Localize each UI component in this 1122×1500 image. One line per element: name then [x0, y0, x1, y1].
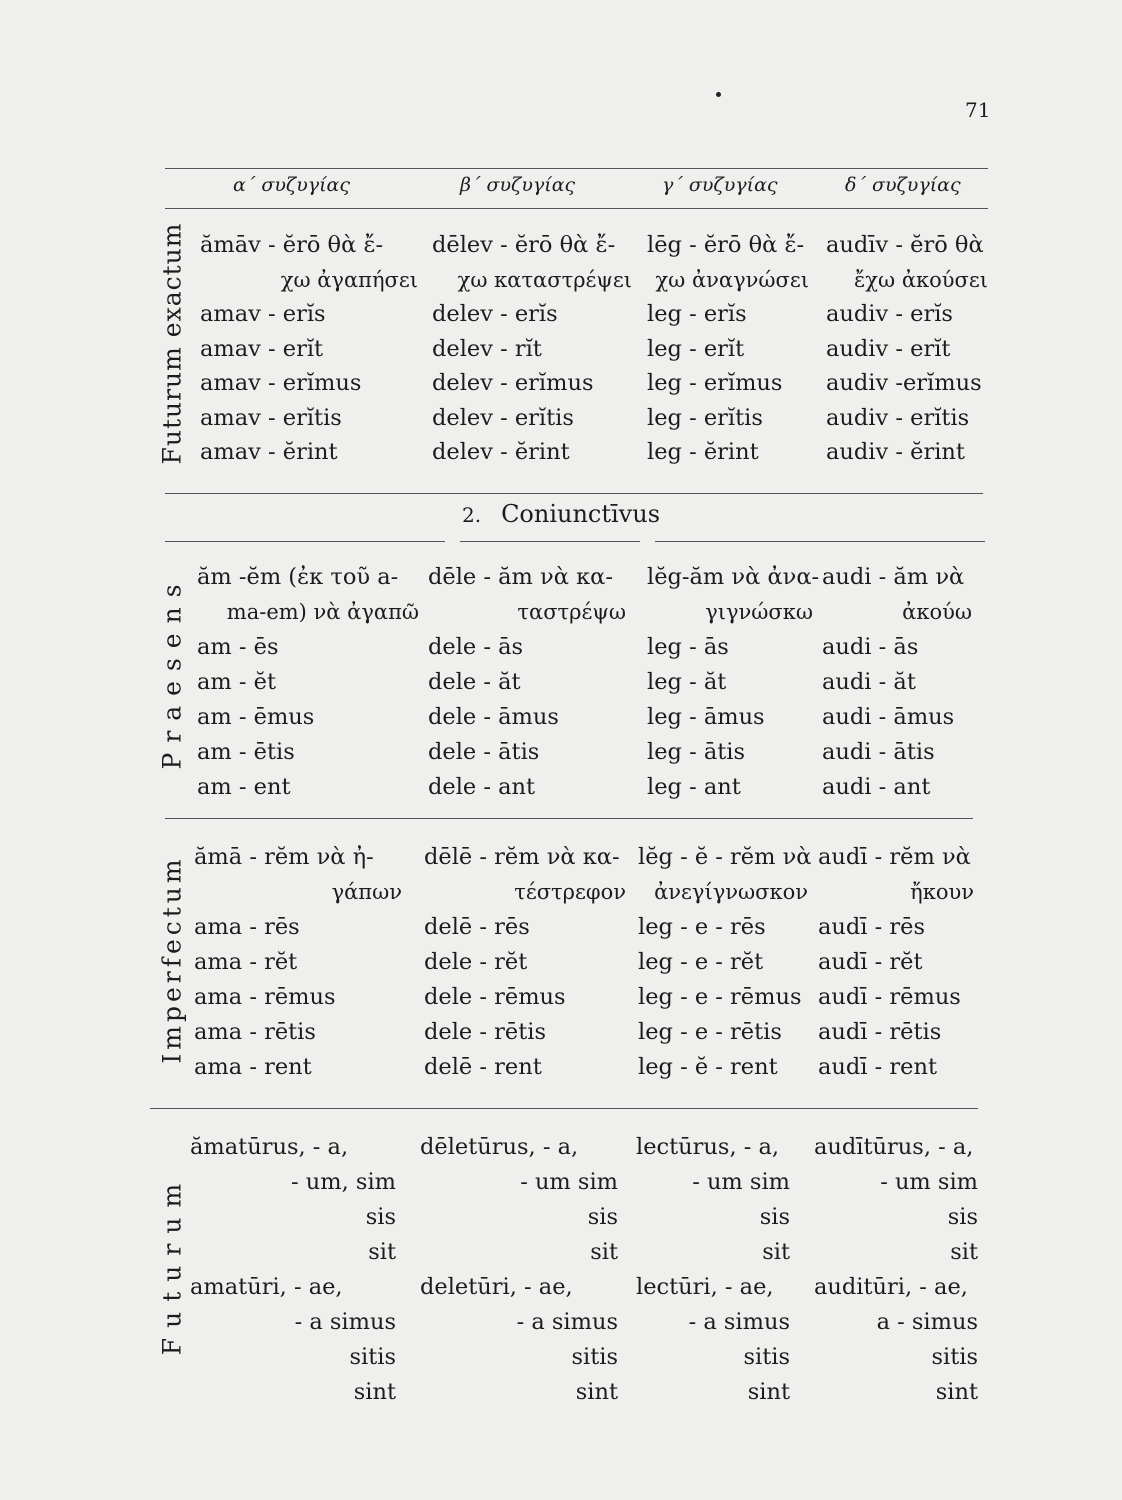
futurum-cell-r2-c3: sis — [947, 1204, 978, 1230]
futurum-exactum-cell-r4-c2: leg - erĭmus — [647, 370, 783, 396]
praesens-cell-r2-c2: leg - ās — [647, 634, 729, 660]
praesens-cell-r4-c3: audi - āmus — [822, 704, 955, 730]
praesens-cell-r4-c0: am - ēmus — [197, 704, 315, 730]
rule-after-imperfectum — [150, 1108, 978, 1109]
futurum-exactum-cell-r0-c3: audīv - ĕrō θὰ — [826, 232, 984, 258]
imperfectum-cell-r5-c1: dele - rētis — [424, 1019, 546, 1045]
imperfectum-cell-r0-c0: ămā - rĕm νὰ ἠ- — [194, 844, 374, 870]
praesens-cell-r1-c1: ταστρέψω — [517, 600, 626, 624]
praesens-cell-r5-c0: am - ētis — [197, 739, 295, 765]
rule-after-praesens — [165, 818, 973, 819]
column-header-row — [0, 170, 1122, 204]
praesens-cell-r3-c1: dele - ăt — [428, 669, 521, 695]
imperfectum-cell-r0-c3: audī - rĕm νὰ — [818, 844, 971, 870]
futurum-exactum-cell-r6-c2: leg - ĕrint — [647, 439, 759, 465]
futurum-exactum-cell-r0-c2: lēg - ĕrō θὰ ἔ- — [647, 232, 805, 258]
imperfectum-cell-r4-c0: ama - rēmus — [194, 984, 336, 1010]
praesens-cell-r4-c1: dele - āmus — [428, 704, 559, 730]
praesens-cell-r1-c0: ma-em) νὰ ἀγαπῶ — [226, 600, 419, 624]
futurum-exactum-cell-r3-c0: amav - erĭt — [200, 335, 324, 362]
section-number: 2. — [461, 503, 482, 527]
praesens-cell-r1-c3: ἀκούω — [902, 600, 972, 624]
futurum-exactum-cell-r1-c1: χω καταστρέψει — [457, 267, 632, 292]
rule-before-praesens-left — [165, 541, 445, 542]
futurum-cell-r1-c1: - um sim — [520, 1169, 618, 1195]
imperfectum-cell-r6-c2: leg - ĕ - rent — [638, 1054, 778, 1080]
futurum-cell-r1-c3: - um sim — [880, 1169, 978, 1195]
section-title-text: Coniunctīvus — [501, 500, 661, 528]
futurum-cell-r6-c1: sitis — [571, 1344, 618, 1370]
imperfectum-cell-r1-c0: γάπων — [331, 880, 402, 904]
col-head-1: α΄ συζυγίας — [233, 174, 351, 196]
futurum-exactum-cell-r5-c3: audiv - erĭtis — [826, 404, 970, 431]
rule-before-praesens-mid — [460, 541, 640, 542]
praesens-cell-r0-c2: lĕg-ăm νὰ ἀνα- — [647, 564, 820, 590]
imperfectum-cell-r6-c0: ama - rent — [194, 1054, 312, 1080]
futurum-cell-r7-c1: sint — [575, 1379, 618, 1405]
section-title-coniunctivus — [0, 500, 1122, 528]
futurum-exactum-cell-r0-c1: dēlev - ĕrō θὰ ἔ- — [432, 232, 616, 258]
imperfectum-cell-r1-c1: τέστρεφον — [514, 880, 626, 904]
praesens-cell-r6-c3: audi - ant — [822, 774, 931, 800]
imperfectum-cell-r2-c2: leg - e - rēs — [638, 914, 766, 940]
imperfectum-cell-r1-c2: ἀνεγίγνωσκον — [654, 880, 808, 904]
futurum-cell-r0-c1: dēletūrus, - a, — [420, 1134, 579, 1160]
praesens-cell-r0-c1: dēle - ăm νὰ κα- — [428, 564, 613, 590]
futurum-cell-r4-c0: amatūri, - ae, — [190, 1274, 343, 1300]
futurum-cell-r4-c2: lectūri, - ae, — [636, 1274, 774, 1300]
imperfectum-cell-r0-c2: lĕg - ĕ - rĕm νὰ — [638, 844, 812, 870]
imperfectum-cell-r6-c1: delē - rent — [424, 1054, 542, 1080]
futurum-cell-r1-c0: - um, sim — [291, 1169, 396, 1195]
futurum-exactum-cell-r5-c1: delev - erĭtis — [432, 404, 574, 431]
futurum-cell-r6-c0: sitis — [349, 1344, 396, 1370]
futurum-exactum-cell-r3-c2: leg - erĭt — [647, 335, 745, 362]
praesens-cell-r3-c0: am - ĕt — [197, 669, 277, 695]
imperfectum-cell-r3-c1: dele - rĕt — [424, 949, 528, 975]
praesens-cell-r5-c3: audi - ātis — [822, 739, 935, 765]
imperfectum-cell-r6-c3: audī - rent — [818, 1054, 938, 1080]
futurum-cell-r0-c2: lectūrus, - a, — [636, 1134, 780, 1160]
imperfectum-cell-r2-c1: delē - rēs — [424, 914, 530, 940]
futurum-exactum-cell-r3-c1: delev - rĭt — [432, 335, 542, 362]
label-praesens: Praesens — [157, 574, 187, 770]
imperfectum-cell-r4-c2: leg - e - rēmus — [638, 984, 802, 1010]
praesens-cell-r2-c0: am - ēs — [197, 634, 279, 660]
futurum-exactum-cell-r6-c1: delev - ĕrint — [432, 439, 570, 465]
futurum-cell-r4-c1: deletūri, - ae, — [420, 1274, 573, 1300]
futurum-cell-r5-c2: - a simus — [688, 1309, 790, 1335]
futurum-cell-r3-c2: sit — [762, 1239, 790, 1265]
imperfectum-cell-r2-c3: audī - rēs — [818, 914, 926, 940]
futurum-exactum-cell-r5-c0: amav - erĭtis — [200, 404, 342, 431]
imperfectum-cell-r4-c1: dele - rēmus — [424, 984, 566, 1010]
label-futurum-exactum: Futurum exactum — [157, 222, 187, 465]
futurum-cell-r5-c0: - a simus — [294, 1309, 396, 1335]
futurum-cell-r2-c2: sis — [759, 1204, 790, 1230]
imperfectum-cell-r0-c1: dēlē - rĕm νὰ κα- — [424, 844, 620, 870]
futurum-exactum-cell-r2-c3: audiv - erĭs — [826, 301, 953, 327]
praesens-cell-r2-c1: dele - ās — [428, 634, 524, 660]
imperfectum-cell-r5-c3: audī - rētis — [818, 1019, 942, 1045]
futurum-exactum-cell-r4-c1: delev - erĭmus — [432, 370, 594, 396]
futurum-exactum-cell-r2-c2: leg - erĭs — [647, 301, 747, 327]
futurum-exactum-cell-r1-c2: χω ἀναγνώσει — [655, 267, 809, 292]
futurum-cell-r5-c1: - a simus — [516, 1309, 618, 1335]
praesens-cell-r4-c2: leg - āmus — [647, 704, 765, 730]
page-number: 71 — [965, 98, 991, 122]
header-top-rule — [165, 168, 988, 169]
praesens-cell-r0-c3: audi - ăm νὰ — [822, 564, 965, 590]
imperfectum-cell-r2-c0: ama - rēs — [194, 914, 300, 940]
imperfectum-cell-r3-c3: audī - rĕt — [818, 949, 923, 975]
futurum-exactum-cell-r2-c1: delev - erĭs — [432, 301, 558, 327]
imperfectum-cell-r5-c0: ama - rētis — [194, 1019, 316, 1045]
futurum-cell-r6-c3: sitis — [931, 1344, 978, 1370]
futurum-exactum-cell-r6-c0: amav - ĕrint — [200, 439, 338, 465]
futurum-exactum-cell-r3-c3: audiv - erĭt — [826, 335, 951, 362]
futurum-cell-r2-c1: sis — [587, 1204, 618, 1230]
futurum-exactum-cell-r2-c0: amav - erĭs — [200, 301, 326, 327]
rule-after-futurum-exactum — [165, 493, 983, 494]
futurum-exactum-cell-r4-c0: amav - erĭmus — [200, 370, 362, 396]
futurum-cell-r7-c2: sint — [747, 1379, 790, 1405]
futurum-exactum-cell-r0-c0: ămāv - ĕrō θὰ ἔ- — [200, 232, 384, 258]
futurum-exactum-cell-r4-c3: audiv -erĭmus — [826, 370, 982, 396]
imperfectum-cell-r5-c2: leg - e - rētis — [638, 1019, 782, 1045]
col-head-4: δ΄ συζυγίας — [845, 174, 961, 196]
futurum-cell-r0-c0: ămatūrus, - a, — [190, 1134, 349, 1160]
futurum-exactum-cell-r6-c3: audiv - ĕrint — [826, 439, 965, 465]
praesens-cell-r6-c0: am - ent — [197, 774, 291, 800]
label-imperfectum: Imperfectum — [157, 855, 187, 1064]
praesens-cell-r6-c2: leg - ant — [647, 774, 741, 800]
futurum-cell-r0-c3: audītūrus, - a, — [814, 1134, 974, 1160]
futurum-exactum-cell-r1-c3: ἔχω ἀκούσει — [854, 267, 988, 292]
futurum-cell-r3-c1: sit — [590, 1239, 618, 1265]
imperfectum-cell-r4-c3: audī - rēmus — [818, 984, 961, 1010]
imperfectum-cell-r1-c3: ἤκουν — [910, 880, 974, 904]
rule-before-praesens-right — [655, 541, 985, 542]
imperfectum-cell-r3-c0: ama - rĕt — [194, 949, 298, 975]
futurum-exactum-cell-r5-c2: leg - erĭtis — [647, 404, 763, 431]
praesens-cell-r6-c1: dele - ant — [428, 774, 536, 800]
praesens-cell-r5-c2: leg - ātis — [647, 739, 746, 765]
stray-dot — [716, 92, 721, 97]
futurum-cell-r7-c0: sint — [353, 1379, 396, 1405]
futurum-cell-r7-c3: sint — [935, 1379, 978, 1405]
futurum-cell-r6-c2: sitis — [743, 1344, 790, 1370]
imperfectum-cell-r3-c2: leg - e - rĕt — [638, 949, 764, 975]
futurum-cell-r2-c0: sis — [365, 1204, 396, 1230]
col-head-2: β΄ συζυγίας — [460, 174, 576, 196]
praesens-cell-r1-c2: γιγνώσκω — [705, 600, 813, 624]
label-futurum: Futurum — [157, 1173, 187, 1356]
futurum-cell-r3-c3: sit — [950, 1239, 978, 1265]
praesens-cell-r2-c3: audi - ās — [822, 634, 919, 660]
futurum-cell-r5-c3: a - simus — [876, 1309, 978, 1335]
futurum-cell-r1-c2: - um sim — [692, 1169, 790, 1195]
col-head-3: γ΄ συζυγίας — [662, 174, 778, 196]
header-bottom-rule — [165, 208, 988, 209]
praesens-cell-r3-c2: leg - ăt — [647, 669, 727, 695]
praesens-cell-r5-c1: dele - ātis — [428, 739, 540, 765]
praesens-cell-r3-c3: audi - ăt — [822, 669, 916, 695]
futurum-cell-r4-c3: auditūri, - ae, — [814, 1274, 968, 1300]
praesens-cell-r0-c0: ăm -ĕm (ἐκ τοῦ a- — [197, 564, 399, 590]
futurum-cell-r3-c0: sit — [368, 1239, 396, 1265]
futurum-exactum-cell-r1-c0: χω ἀγαπήσει — [280, 267, 418, 292]
